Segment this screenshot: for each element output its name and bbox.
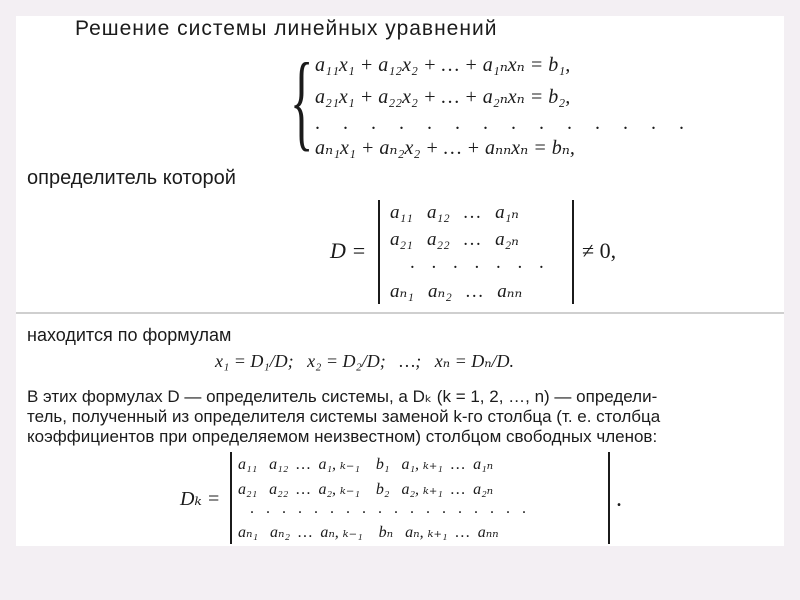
paragraph-line-1: В этих формулах D — определитель системы, а Dₖ (k = 1, 2, …, n) — определи- — [27, 387, 658, 406]
dk-row-dots: . . . . . . . . . . . . . . . . . . — [250, 500, 530, 517]
det-row-n: aₙ₁ aₙ₂ … aₙₙ — [390, 281, 523, 302]
det-lhs: D = — [330, 238, 367, 263]
det-row-1: a₁₁ a₁₂ … a₁ₙ — [390, 202, 519, 223]
det-right-bar — [572, 200, 574, 304]
cramer-formula: x₁ = D₁/D; x₂ = D₂/D; …; xₙ = Dₙ/D. — [215, 351, 515, 371]
dk-row-1: a₁₁ a₁₂ … a₁, ₖ₋₁ b₁ a₁, ₖ₊₁ … a₁ₙ — [238, 456, 494, 473]
heading: Решение системы линейных уравнений — [75, 17, 498, 40]
section-divider — [16, 312, 784, 314]
system-row-n: aₙ₁x₁ + aₙ₂x₂ + … + aₙₙxₙ = bₙ, — [315, 137, 575, 159]
dk-row-2: a₂₁ a₂₂ … a₂, ₖ₋₁ b₂ a₂, ₖ₊₁ … a₂ₙ — [238, 481, 494, 498]
dk-rhs: . — [616, 486, 622, 512]
dk-lhs: Dₖ = — [180, 488, 221, 510]
det-row-dots: . . . . . . . — [410, 252, 550, 273]
det-row-2: a₂₁ a₂₂ … a₂ₙ — [390, 229, 519, 250]
system-row-dots: . . . . . . . . . . . . . . — [315, 112, 693, 134]
det-label: определитель которой — [27, 167, 236, 189]
dk-left-bar — [230, 452, 232, 544]
system-row-1: a₁₁x₁ + a₁₂x₂ + … + a₁ₙxₙ = b₁, — [315, 54, 571, 76]
det-left-bar — [378, 200, 380, 304]
paragraph-line-3: коэффициентов при определяемом неизвестном) столбцом свободных членов: — [27, 427, 658, 446]
dk-right-bar — [608, 452, 610, 544]
system-row-2: a₂₁x₁ + a₂₂x₂ + … + a₂ₙxₙ = b₂, — [315, 86, 571, 108]
paragraph-line-2: тель, полученный из определителя системы заменой k-го столбца (т. е. столбца — [27, 407, 661, 426]
system-brace: { — [290, 42, 314, 161]
dk-row-n: aₙ₁ aₙ₂ … aₙ, ₖ₋₁ bₙ aₙ, ₖ₊₁ … aₙₙ — [238, 524, 499, 541]
det-rhs: ≠ 0, — [582, 238, 617, 263]
found-label: находится по формулам — [27, 325, 232, 345]
